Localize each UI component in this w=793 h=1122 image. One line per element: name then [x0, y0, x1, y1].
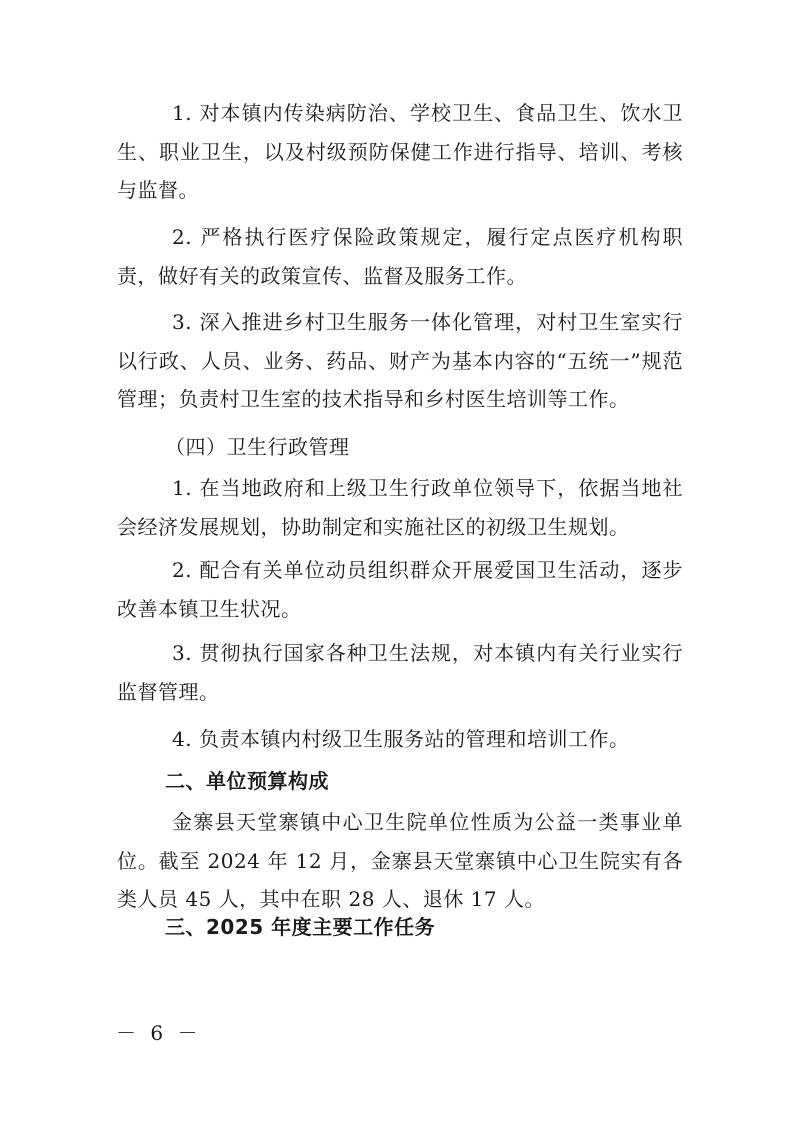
paragraph-village-service-stations: 4. 负责本镇内村级卫生服务站的管理和培训工作。 [172, 727, 630, 751]
paragraph-unit-nature-staff: 金寨县天堂寨镇中心卫生院单位性质为公益一类事业单位。截至 2024 年 12 月，金寨县天堂寨镇中心卫生院实有各类人员 45 人，其中在职 28 人、退休 17 人。 [117, 810, 683, 911]
paragraph-medical-insurance: 2. 严格执行医疗保险政策规定，履行定点医疗机构职责，做好有关的政策宣传、监督及服务工作。 [117, 225, 683, 288]
paragraph-disease-prevention: 1. 对本镇内传染病防治、学校卫生、食品卫生、饮水卫生、职业卫生，以及村级预防保健工作进行指导、培训、考核与监督。 [117, 101, 683, 202]
section-heading-annual-tasks: 三、2025 年度主要工作任务 [165, 915, 436, 939]
section-heading-budget-composition: 二、单位预算构成 [165, 769, 329, 793]
paragraph-local-government-guidance: 1. 在当地政府和上级卫生行政单位领导下，依据当地社会经济发展规划，协助制定和实施社区的初级卫生规划。 [117, 476, 683, 539]
paragraph-patriotic-health-campaign: 2. 配合有关单位动员组织群众开展爱国卫生活动，逐步改善本镇卫生状况。 [117, 558, 683, 621]
page-number: － 6 － [116, 1021, 202, 1045]
section-heading-health-administration: （四）卫生行政管理 [165, 435, 350, 459]
paragraph-rural-health-integration: 3. 深入推进乡村卫生服务一体化管理，对村卫生室实行以行政、人员、业务、药品、财产为基本内容的“五统一”规范管理；负责村卫生室的技术指导和乡村医生培训等工作。 [117, 310, 683, 411]
paragraph-health-regulations: 3. 贯彻执行国家各种卫生法规，对本镇内有关行业实行监督管理。 [117, 641, 683, 704]
